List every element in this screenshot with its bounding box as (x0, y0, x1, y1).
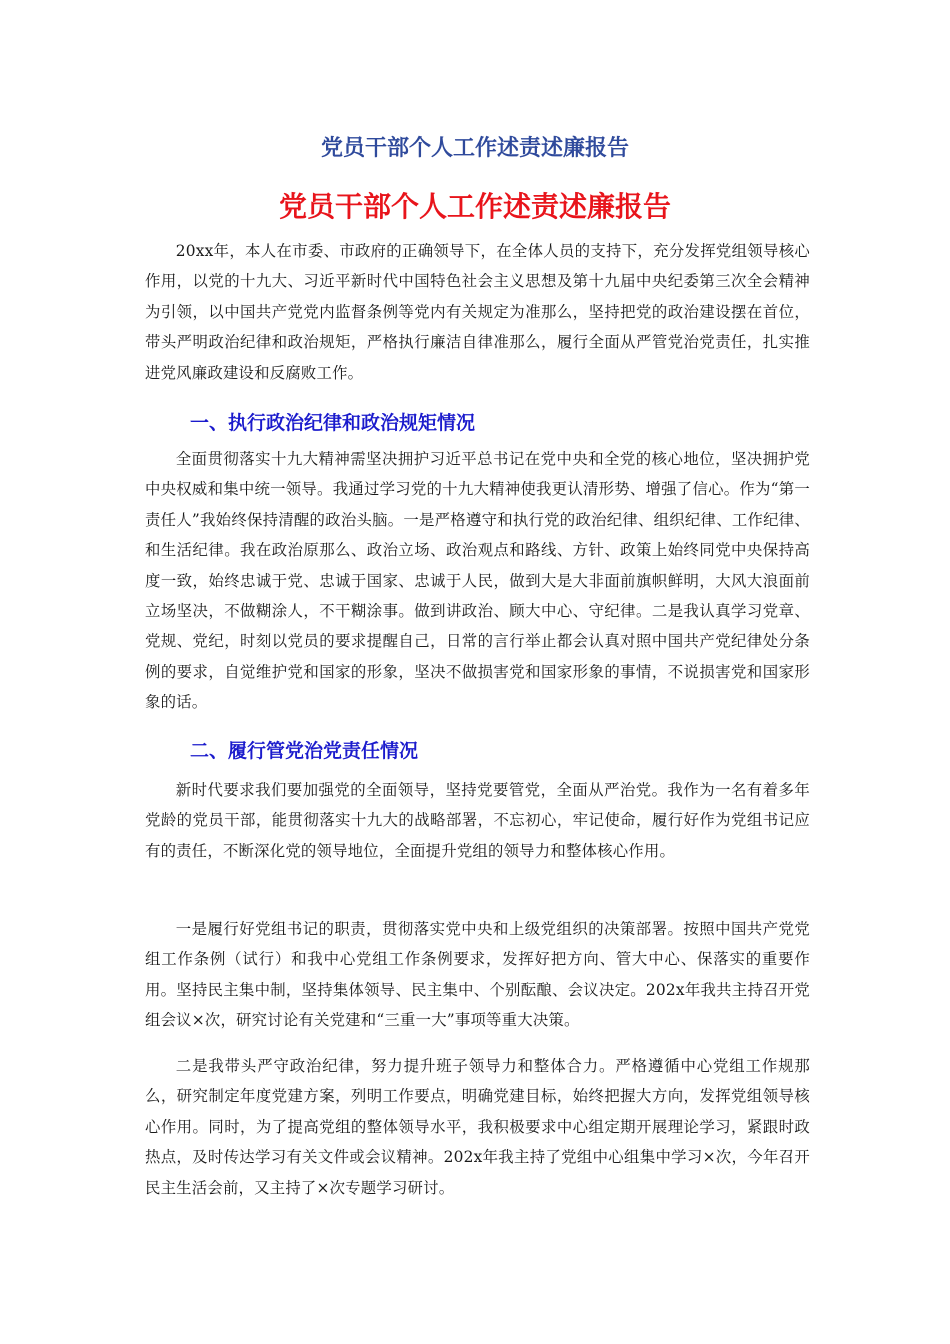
intro-paragraph: 20xx年，本人在市委、市政府的正确领导下，在全体人员的支持下，充分发挥党组领导核心作用，以党的十九大、习近平新时代中国特色社会主义思想及第十九届中央纪委第三次全会精神为引领，以中国共产党党内监督条例等党内有关规定为准那么，坚持把党的政治建设摆在首位，带头严明政治纪律和政治规矩，严格执行廉洁自律准那么，履行全面从严管党治党责任，扎实推进党风廉政建设和反腐败工作。 (145, 242, 810, 382)
header-title: 党员干部个人工作述责述廉报告 (320, 136, 629, 161)
section-heading-2: 二、履行管党治党责任情况 (190, 740, 419, 762)
main-title: 党员干部个人工作述责述廉报告 (278, 190, 671, 223)
section-1-paragraph-1: 全面贯彻落实十九大精神需坚决拥护习近平总书记在党中央和全党的核心地位，坚决拥护党中央权威和集中统一领导。我通过学习党的十九大精神使我更认清形势、增强了信心。作为“第一责任人”我始终保持清醒的政治头脑。一是严格遵守和执行党的政治纪律、组织纪律、工作纪律、和生活纪律。我在政治原那么、政治立场、政治观点和路线、方针、政策上始终同党中央保持高度一致，始终忠诚于党、忠诚于国家、忠诚于人民，做到大是大非面前旗帜鲜明，大风大浪面前立场坚决，不做糊涂人，不干糊涂事。做到讲政治、顾大中心、守纪律。二是我认真学习党章、党规、党纪，时刻以党员的要求提醒自己，日常的言行举止都会认真对照中国共产党纪律处分条例的要求，自觉维护党和国家的形象，坚决不做损害党和国家形象的事情，不说损害党和国家形象的话。 (145, 450, 810, 712)
section-2-paragraph-2: 一是履行好党组书记的职责，贯彻落实党中央和上级党组织的决策部署。按照中国共产党党组工作条例（试行）和我中心党组工作条例要求，发挥好把方向、管大中心、保落实的重要作用。坚持民主集中制，坚持集体领导、民主集中、个别酝酿、会议决定。202x年我共主持召开党组会议×次，研究讨论有关党建和“三重一大”事项等重大决策。 (145, 920, 810, 1030)
section-2-paragraph-3: 二是我带头严守政治纪律，努力提升班子领导力和整体合力。严格遵循中心党组工作规那么，研究制定年度党建方案，列明工作要点，明确党建目标，始终把握大方向，发挥党组领导核心作用。同时，为了提高党组的整体领导水平，我积极要求中心组定期开展理论学习，紧跟时政热点，及时传达学习有关文件或会议精神。202x年我主持了党组中心组集中学习×次，今年召开民主生活会前，又主持了×次专题学习研讨。 (145, 1057, 810, 1197)
section-2-paragraph-1: 新时代要求我们要加强党的全面领导，坚持党要管党，全面从严治党。我作为一名有着多年党龄的党员干部，能贯彻落实十九大的战略部署，不忘初心，牢记使命，履行好作为党组书记应有的责任，不断深化党的领导地位，全面提升党组的领导力和整体核心作用。 (145, 781, 810, 860)
section-heading-1: 一、执行政治纪律和政治规矩情况 (190, 412, 476, 434)
